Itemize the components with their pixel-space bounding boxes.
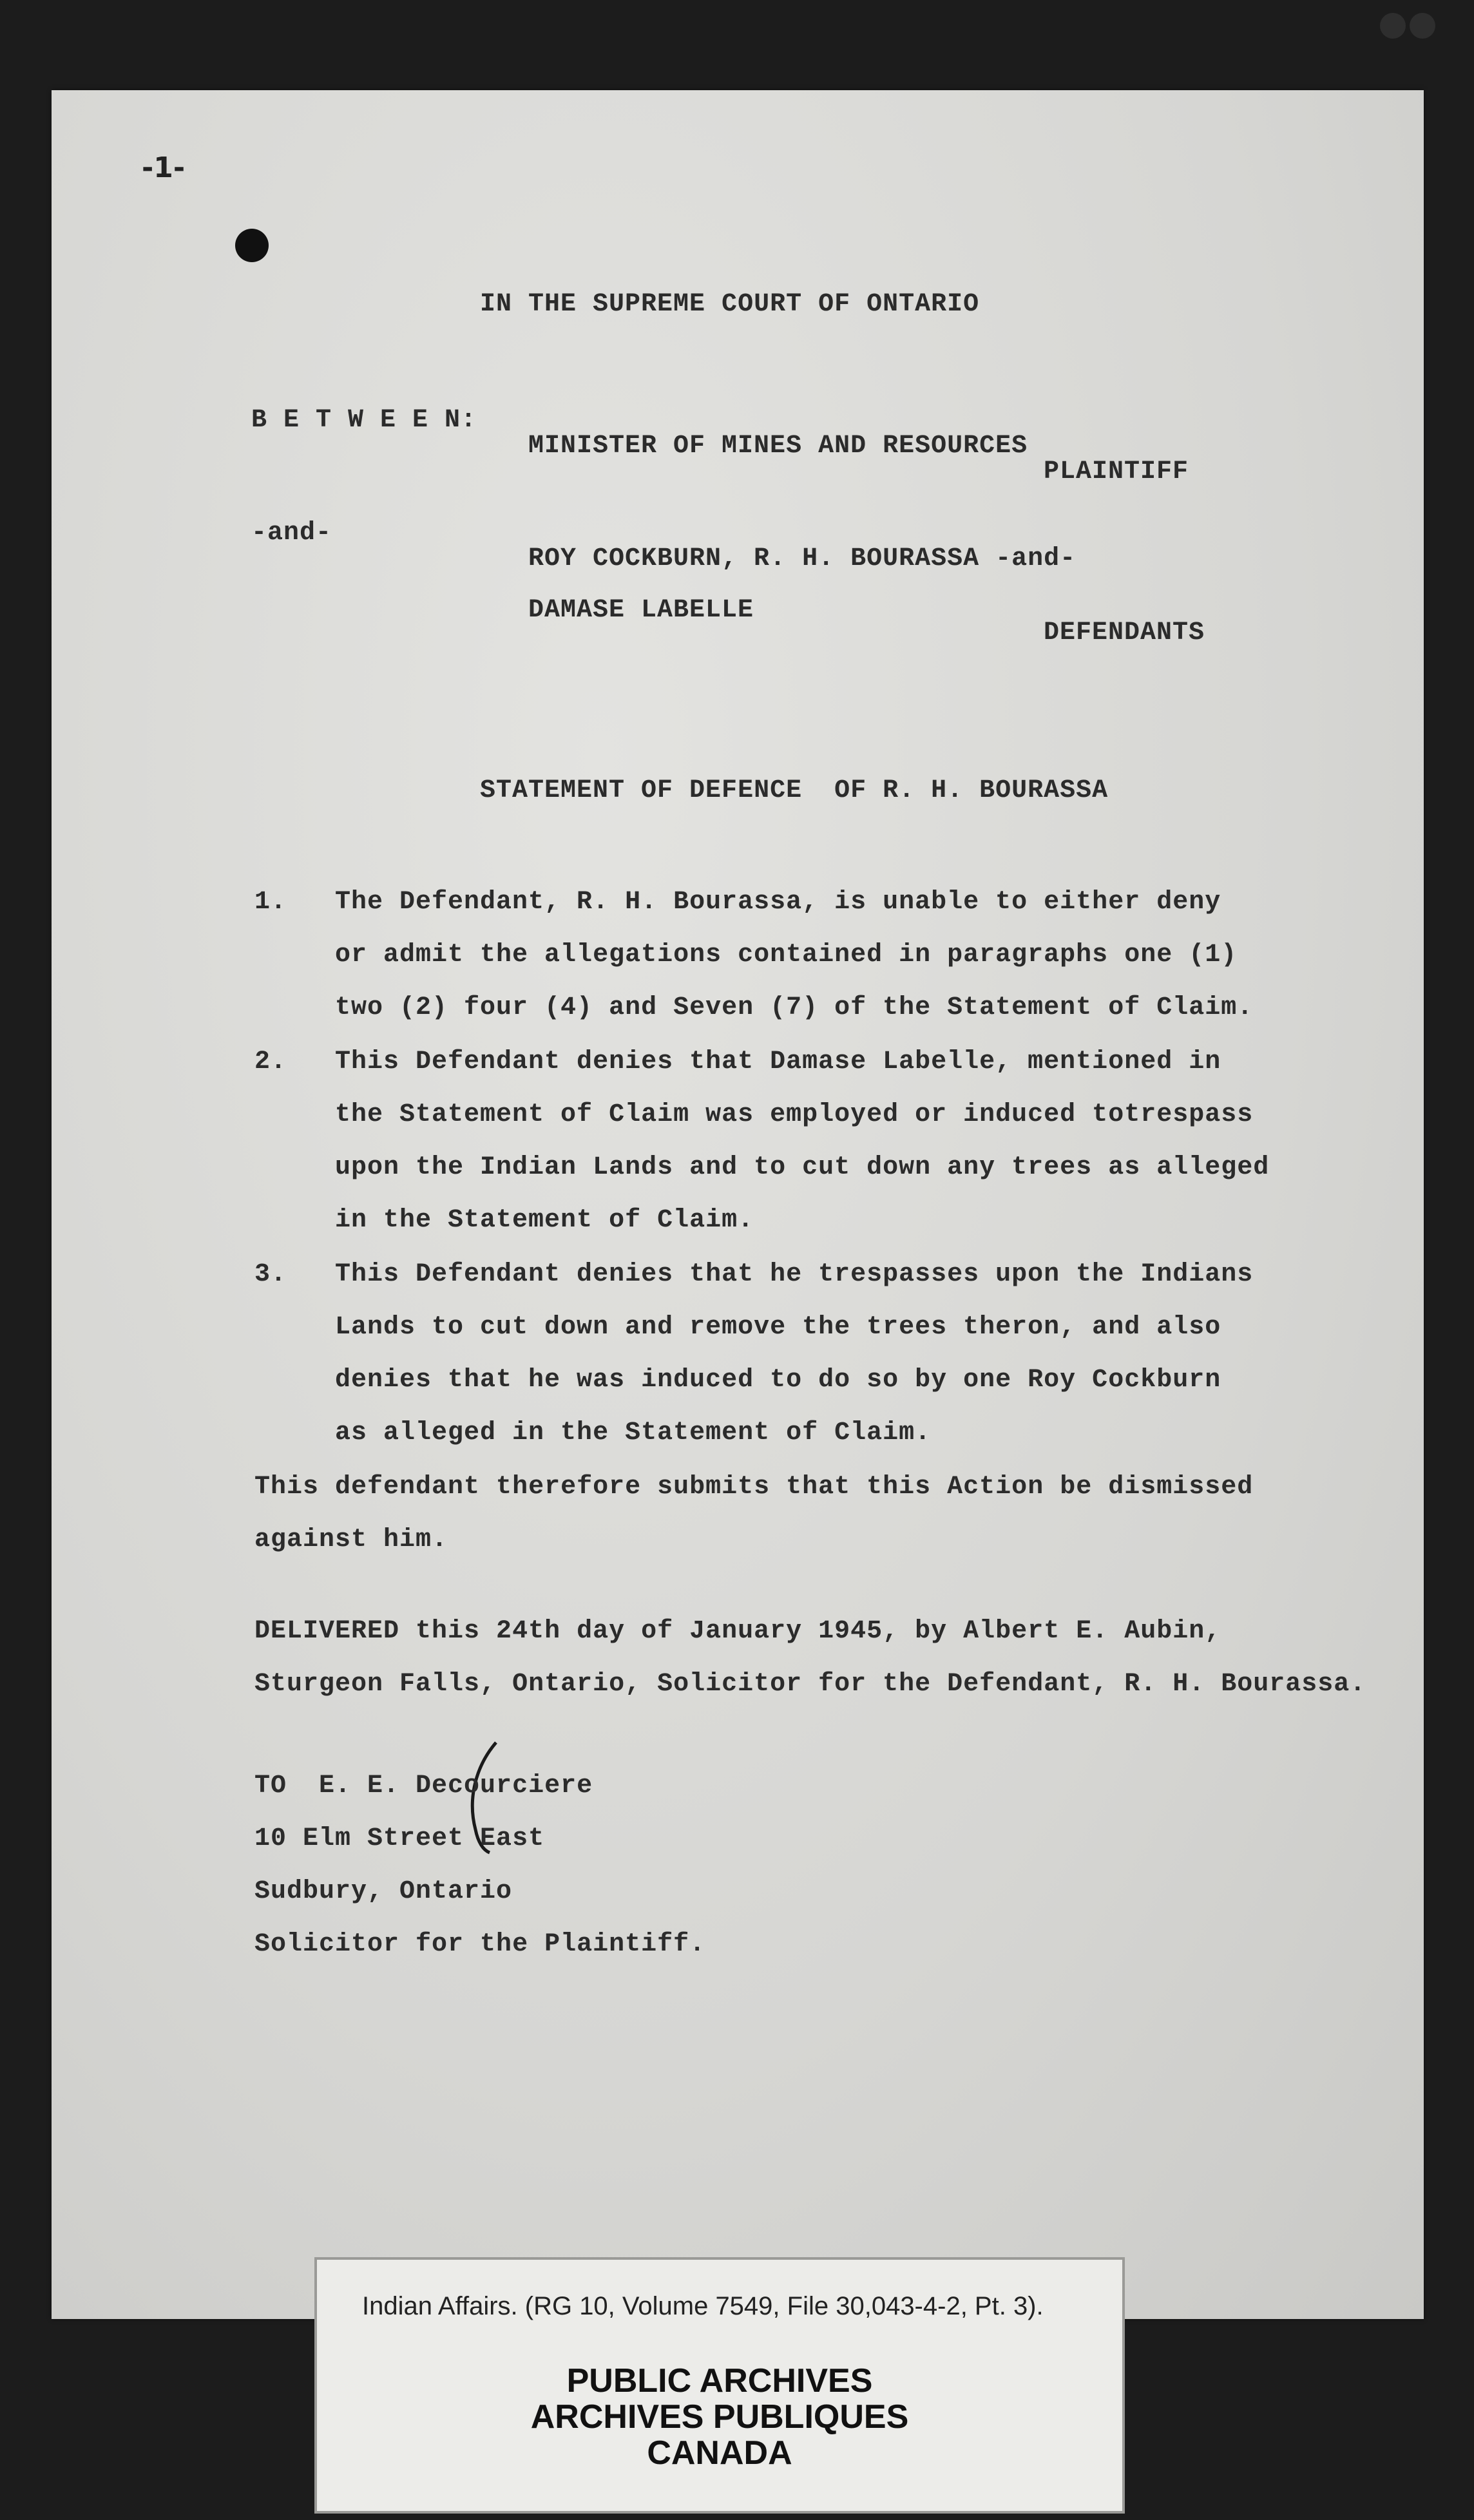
archive-stamp-line-3: CANADA xyxy=(647,2434,792,2472)
paragraph-line: or admit the allegations contained in paragraphs one (1) xyxy=(335,940,1238,969)
paragraph-line: Lands to cut down and remove the trees theron, and also xyxy=(335,1313,1221,1342)
page-number-mark: -1- xyxy=(142,151,186,184)
paragraph-number: 3. xyxy=(254,1260,287,1289)
defendants-line-1: ROY COCKBURN, R. H. BOURASSA -and- xyxy=(528,544,1077,573)
paragraph-line: upon the Indian Lands and to cut down any trees as alleged xyxy=(335,1153,1270,1182)
paragraph-line: in the Statement of Claim. xyxy=(335,1206,754,1235)
paragraph-line: the Statement of Claim was employed or induced totrespass xyxy=(335,1100,1254,1129)
paragraph-line: two (2) four (4) and Seven (7) of the Statement of Claim. xyxy=(335,993,1254,1022)
paragraph-line: This Defendant denies that Damase Labelle, mentioned in xyxy=(335,1047,1221,1076)
addressee-line-4: Solicitor for the Plaintiff. xyxy=(254,1930,706,1959)
addressee-line-2: 10 Elm Street East xyxy=(254,1824,545,1853)
plaintiff-name: MINISTER OF MINES AND RESOURCES xyxy=(528,432,1028,461)
defendants-line-2: DAMASE LABELLE xyxy=(528,596,754,625)
archive-stamp-line-2: ARCHIVES PUBLIQUES xyxy=(530,2398,909,2436)
archive-stamp xyxy=(317,2363,1122,2471)
paragraph-line: as alleged in the Statement of Claim. xyxy=(335,1418,932,1447)
paragraph-number: 1. xyxy=(254,888,287,917)
delivered-line-1: DELIVERED this 24th day of January 1945, by Albert E. Aubin, xyxy=(254,1617,1221,1646)
paragraph-line: The Defendant, R. H. Bourassa, is unable to either deny xyxy=(335,888,1221,917)
plaintiff-role: PLAINTIFF xyxy=(1044,457,1189,486)
delivered-line-2: Sturgeon Falls, Ontario, Solicitor for the Defendant, R. H. Bourassa. xyxy=(254,1670,1366,1699)
punch-hole xyxy=(235,229,269,262)
between-label: B E T W E E N: xyxy=(251,406,477,435)
defendants-role: DEFENDANTS xyxy=(1044,618,1205,647)
archive-reference: Indian Affairs. (RG 10, Volume 7549, File 30,043-4-2, Pt. 3). xyxy=(362,2292,1044,2320)
conclusion-line-1: This defendant therefore submits that this Action be dismissed xyxy=(254,1473,1254,1502)
addressee-line-1: TO E. E. Decourciere xyxy=(254,1771,593,1800)
paragraph-line: denies that he was induced to do so by one Roy Cockburn xyxy=(335,1366,1221,1395)
addressee-line-3: Sudbury, Ontario xyxy=(254,1877,513,1906)
archive-stamp-line-1: PUBLIC ARCHIVES xyxy=(566,2362,873,2400)
document-page xyxy=(52,90,1424,2319)
document-title: STATEMENT OF DEFENCE OF R. H. BOURASSA xyxy=(480,776,1109,805)
film-corner-marks xyxy=(1376,13,1435,42)
conclusion-line-2: against him. xyxy=(254,1525,448,1554)
archive-label xyxy=(314,2257,1125,2514)
and-label: -and- xyxy=(251,519,332,548)
court-heading: IN THE SUPREME COURT OF ONTARIO xyxy=(480,290,980,319)
paragraph-number: 2. xyxy=(254,1047,287,1076)
paragraph-line: This Defendant denies that he trespasses upon the Indians xyxy=(335,1260,1254,1289)
